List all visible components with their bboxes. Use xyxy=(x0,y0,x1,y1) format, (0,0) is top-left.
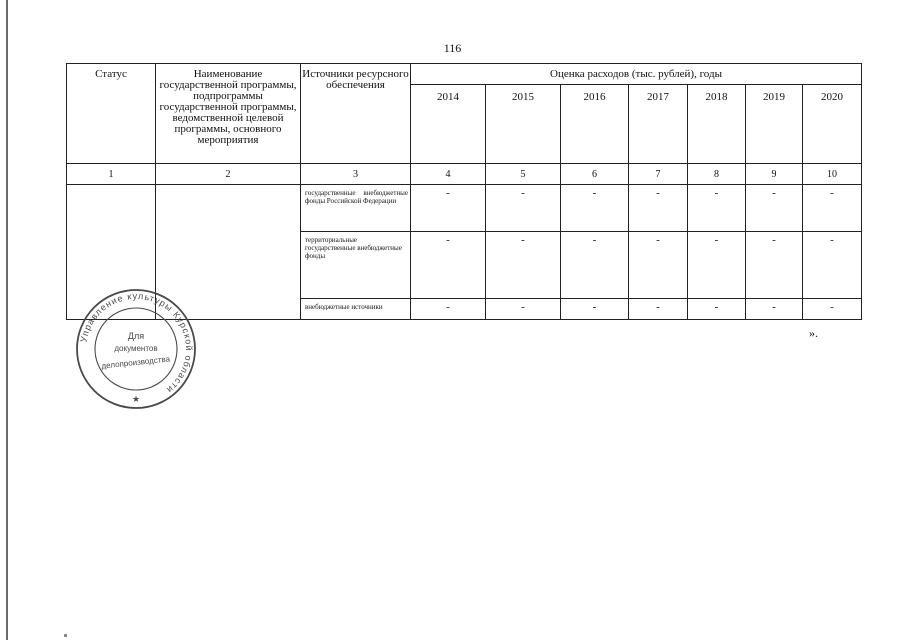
value-cell: - xyxy=(746,185,803,232)
page-number: 116 xyxy=(443,41,462,55)
value-cell: - xyxy=(411,299,486,320)
header-year: 2019 xyxy=(746,85,803,164)
value-cell: - xyxy=(746,299,803,320)
value-cell: - xyxy=(561,185,629,232)
table-row xyxy=(67,185,862,232)
source-cell: государственные внебюджетные фонды Российской Федерации xyxy=(301,185,411,232)
value-cell: - xyxy=(803,185,862,232)
header-sources: Источники ресурсного обеспечения xyxy=(301,64,411,164)
stamp-ring-text: Управление культуры Курской области xyxy=(78,290,195,396)
value-cell: - xyxy=(561,299,629,320)
header-year: 2016 xyxy=(561,85,629,164)
scan-left-edge xyxy=(6,0,8,640)
value-cell: - xyxy=(411,185,486,232)
header-year: 2014 xyxy=(411,85,486,164)
header-estimate: Оценка расходов (тыс. рублей), годы xyxy=(411,64,862,85)
stamp-inner-text: документов xyxy=(114,344,158,353)
value-cell: - xyxy=(561,232,629,299)
header-year: 2020 xyxy=(803,85,862,164)
value-cell: - xyxy=(486,185,561,232)
value-cell: - xyxy=(629,232,688,299)
value-cell: - xyxy=(688,185,746,232)
closing-quote: ». xyxy=(809,326,818,340)
value-cell: - xyxy=(746,232,803,299)
stamp-star-icon: ★ xyxy=(131,394,141,404)
value-cell: - xyxy=(486,232,561,299)
scan-artifact xyxy=(64,634,67,637)
official-stamp xyxy=(74,287,198,411)
column-number: 4 xyxy=(411,164,486,185)
column-number: 6 xyxy=(561,164,629,185)
value-cell: - xyxy=(486,299,561,320)
header-year: 2018 xyxy=(688,85,746,164)
value-cell: - xyxy=(411,232,486,299)
column-number: 2 xyxy=(156,164,301,185)
header-year: 2017 xyxy=(629,85,688,164)
value-cell: - xyxy=(688,299,746,320)
column-number: 9 xyxy=(746,164,803,185)
header-year: 2015 xyxy=(486,85,561,164)
stamp-inner-text: делопроизводства xyxy=(101,354,171,371)
value-cell: - xyxy=(803,299,862,320)
stamp-inner-text: Для xyxy=(127,331,145,341)
value-cell: - xyxy=(688,232,746,299)
header-status: Статус xyxy=(67,64,156,164)
column-number: 7 xyxy=(629,164,688,185)
column-number: 3 xyxy=(301,164,411,185)
value-cell: - xyxy=(629,299,688,320)
column-number: 5 xyxy=(486,164,561,185)
value-cell: - xyxy=(803,232,862,299)
column-number: 10 xyxy=(803,164,862,185)
column-number: 8 xyxy=(688,164,746,185)
value-cell: - xyxy=(629,185,688,232)
budget-table xyxy=(66,63,862,320)
header-program-name: Наименование государственной программы, подпрограммы государственной программы, ведомственной целевой программы, основного мероприятия xyxy=(156,64,301,164)
column-number: 1 xyxy=(67,164,156,185)
source-cell: территориальные государственные внебюджетные фонды xyxy=(301,232,411,299)
source-cell: внебюджетные источники xyxy=(301,299,411,320)
